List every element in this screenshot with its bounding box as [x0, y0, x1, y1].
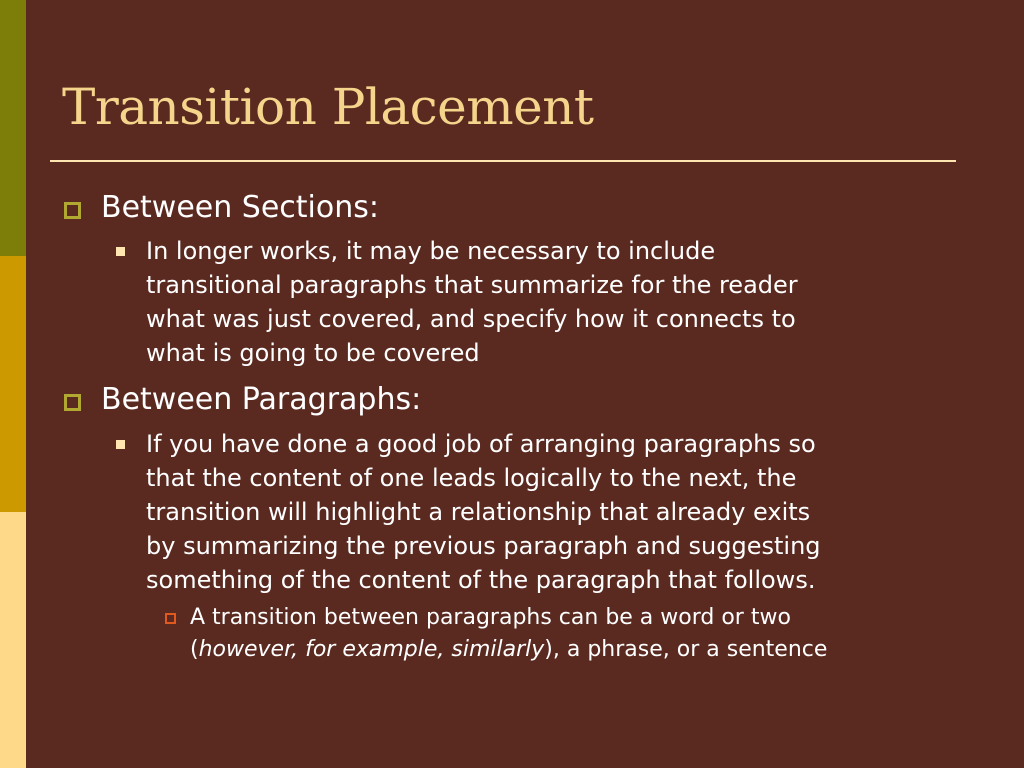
sub-line-rest: ), a phrase, or a sentence	[544, 637, 828, 662]
italic-examples: however, for example, similarly	[198, 637, 545, 662]
slide-title: Transition Placement	[62, 78, 594, 136]
sub-bullet-transition-forms	[190, 602, 970, 666]
body-line: If you have done a good job of arranging paragraphs so	[146, 430, 816, 458]
filled-square-bullet-icon	[116, 247, 125, 256]
body-line: In longer works, it may be necessary to include	[146, 237, 716, 265]
section-heading-between-sections: Between Sections:	[101, 190, 379, 225]
body-line: something of the content of the paragraph that follows.	[146, 566, 816, 594]
body-line: transition will highlight a relationship that already exits	[146, 498, 811, 526]
section-body-between-sections	[146, 234, 966, 370]
sub-line-2	[190, 634, 970, 666]
square-bullet-icon	[64, 202, 81, 219]
hollow-square-bullet-icon	[165, 613, 176, 624]
section-body-between-paragraphs	[146, 427, 966, 597]
body-line: transitional paragraphs that summarize for the reader	[146, 271, 798, 299]
body-line: what was just covered, and specify how it connects to	[146, 305, 796, 333]
open-paren: (	[190, 637, 199, 662]
sub-line: A transition between paragraphs can be a word or two	[190, 605, 791, 630]
square-bullet-icon	[64, 394, 81, 411]
filled-square-bullet-icon	[116, 440, 125, 449]
section-heading-between-paragraphs: Between Paragraphs:	[101, 382, 422, 417]
body-line: by summarizing the previous paragraph and suggesting	[146, 532, 821, 560]
body-line: that the content of one leads logically to the next, the	[146, 464, 797, 492]
body-line: what is going to be covered	[146, 339, 480, 367]
